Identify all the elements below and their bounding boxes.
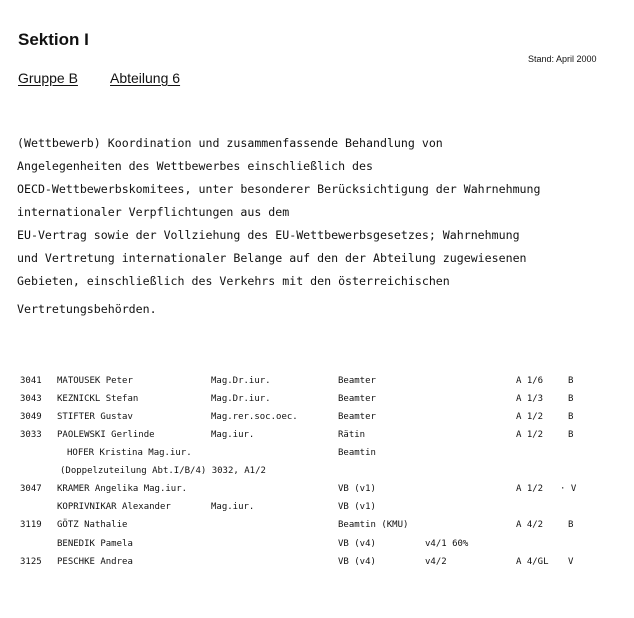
- staff-name: MATOUSEK Peter: [57, 376, 133, 386]
- paragraph-line: Gebieten, einschließlich des Verkehrs mit den österreichischen: [17, 274, 450, 288]
- staff-role: Rätin: [338, 430, 366, 440]
- staff-grade: A 1/2: [516, 412, 544, 422]
- staff-grade: A 1/3: [516, 394, 544, 404]
- status-date: Stand: April 2000: [528, 54, 597, 64]
- abteilung-label: Abteilung 6: [110, 70, 181, 86]
- paragraph-line: internationaler Verpflichtungen aus dem: [17, 205, 290, 219]
- staff-name: KOPRIVNIKAR Alexander: [57, 502, 171, 512]
- staff-extra: v4/2: [425, 557, 447, 567]
- staff-category: B: [568, 430, 574, 440]
- staff-number: 3041: [20, 376, 42, 386]
- staff-category: V: [568, 557, 574, 567]
- paragraph-line: EU-Vertrag sowie der Vollziehung des EU-Wettbewerbsgesetzes; Wahrnehmung: [17, 228, 520, 242]
- staff-title: Mag.rer.soc.oec.: [211, 412, 298, 422]
- paragraph-line: Vertretungsbehörden.: [17, 302, 157, 316]
- staff-number: 3125: [20, 557, 42, 567]
- paragraph-line: und Vertretung internationaler Belange auf den der Abteilung zugewiesenen: [17, 251, 527, 265]
- staff-note: (Doppelzuteilung Abt.I/B/4) 3032, A1/2: [60, 466, 266, 476]
- staff-grade: A 4/GL: [516, 557, 549, 567]
- staff-category: B: [568, 412, 574, 422]
- staff-number: 3033: [20, 430, 42, 440]
- paragraph-line: (Wettbewerb) Koordination und zusammenfassende Behandlung von: [17, 136, 443, 150]
- staff-name: KRAMER Angelika Mag.iur.: [57, 484, 188, 494]
- staff-role: VB (v1): [338, 484, 376, 494]
- staff-number: 3119: [20, 520, 42, 530]
- staff-role: Beamter: [338, 394, 376, 404]
- staff-name: KEZNICKL Stefan: [57, 394, 139, 404]
- staff-grade: A 4/2: [516, 520, 544, 530]
- staff-role: VB (v1): [338, 502, 376, 512]
- gruppe-label: Gruppe B: [18, 70, 78, 86]
- staff-role: Beamter: [338, 412, 376, 422]
- page-title: Sektion I: [18, 30, 89, 49]
- staff-name: PAOLEWSKI Gerlinde: [57, 430, 155, 440]
- staff-grade: A 1/2: [516, 430, 544, 440]
- staff-role: VB (v4): [338, 557, 376, 567]
- staff-role: Beamtin: [338, 448, 376, 458]
- staff-name: STIFTER Gustav: [57, 412, 133, 422]
- staff-category: · V: [560, 484, 577, 494]
- staff-name: PESCHKE Andrea: [57, 557, 133, 567]
- staff-grade: A 1/6: [516, 376, 544, 386]
- staff-name: BENEDIK Pamela: [57, 539, 133, 549]
- staff-category: B: [568, 394, 574, 404]
- staff-role: Beamter: [338, 376, 376, 386]
- staff-category: B: [568, 520, 574, 530]
- staff-name: HOFER Kristina Mag.iur.: [67, 448, 192, 458]
- staff-title: Mag.iur.: [211, 430, 255, 440]
- staff-number: 3043: [20, 394, 42, 404]
- staff-number: 3047: [20, 484, 42, 494]
- staff-number: 3049: [20, 412, 42, 422]
- staff-name: GÖTZ Nathalie: [57, 520, 128, 530]
- staff-role: Beamtin (KMU): [338, 520, 409, 530]
- staff-title: Mag.Dr.iur.: [211, 376, 271, 386]
- staff-title: Mag.Dr.iur.: [211, 394, 271, 404]
- paragraph-line: Angelegenheiten des Wettbewerbes einschließlich des: [17, 159, 373, 173]
- paragraph-line: OECD-Wettbewerbskomitees, unter besonderer Berücksichtigung der Wahrnehmung: [17, 182, 541, 196]
- staff-extra: v4/1 60%: [425, 539, 469, 549]
- staff-category: B: [568, 376, 574, 386]
- staff-role: VB (v4): [338, 539, 376, 549]
- staff-grade: A 1/2: [516, 484, 544, 494]
- staff-title: Mag.iur.: [211, 502, 255, 512]
